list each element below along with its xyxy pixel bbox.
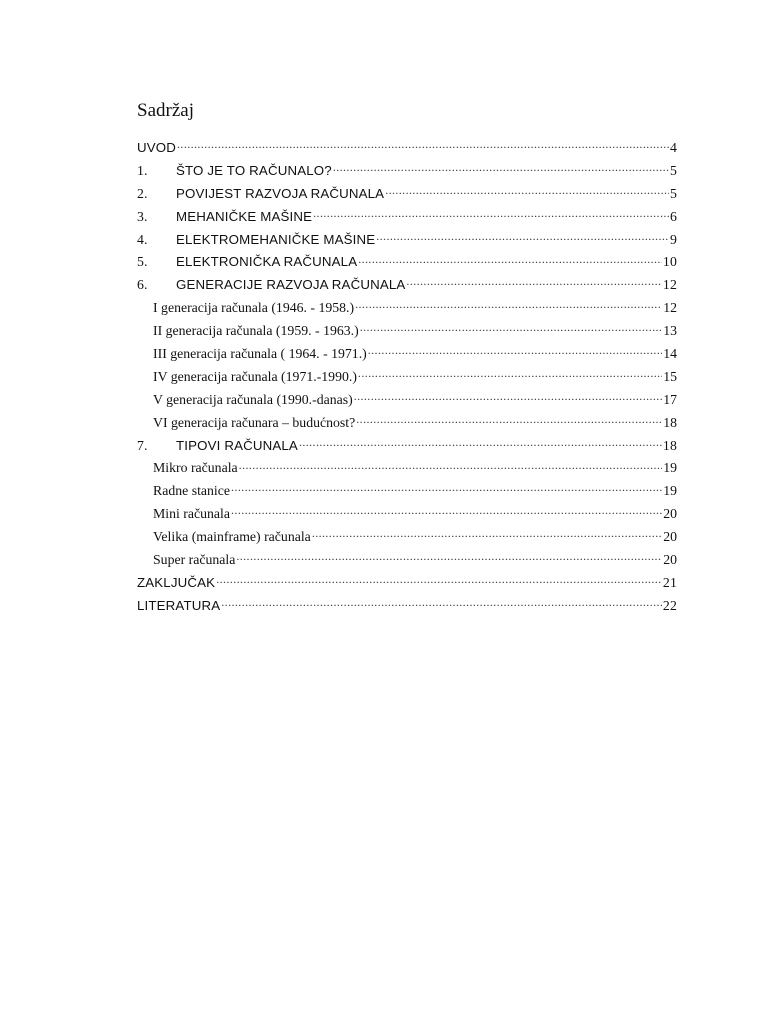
dot-leader [355,298,662,312]
dot-leader [239,458,663,472]
toc-entry-label: ELEKTRONIČKA RAČUNALA [176,254,358,270]
toc-entry-page: 6 [669,208,677,224]
toc-entry-label: I generacija računala (1946. - 1958.) [153,300,355,316]
toc-entry-page: 13 [663,323,677,339]
toc-entry[interactable] [137,389,677,412]
toc-entry[interactable] [137,251,677,274]
toc-entry-label: Mini računala [153,506,231,522]
toc-entry-label: UVOD [137,140,177,155]
toc-entry-page: 5 [669,162,677,178]
toc-entry-page: 19 [663,460,677,476]
toc-entry-label: III generacija računala ( 1964. - 1971.) [153,346,367,362]
toc-entry[interactable] [137,480,677,503]
toc-entry[interactable] [137,320,677,343]
toc-entry-page: 5 [669,185,677,201]
toc-entry-page: 17 [663,391,677,407]
toc-entry-label: MEHANIČKE MAŠINE [176,208,313,224]
dot-leader [231,504,662,518]
toc-entry-page: 4 [669,140,677,155]
toc-entry-label: ŠTO JE TO RAČUNALO? [176,162,332,178]
dot-leader [231,481,662,495]
toc-entry-label: GENERACIJE RAZVOJA RAČUNALA [176,277,406,293]
toc-entry[interactable] [137,503,677,526]
dot-leader [358,367,662,381]
dot-leader [299,436,662,450]
toc-entry-label: Velika (mainframe) računala [153,529,311,545]
toc-entry[interactable] [137,183,677,206]
toc-entry[interactable] [137,343,677,366]
toc-entry-number: 4. [137,231,148,247]
dot-leader [221,596,662,610]
toc-entry[interactable] [137,549,677,572]
toc-entry[interactable] [137,457,677,480]
toc-entry-page: 20 [663,506,677,522]
toc-entry[interactable] [137,206,677,229]
toc-entry-page: 20 [663,552,677,568]
dot-leader [356,413,662,427]
toc-entry-page: 21 [662,574,677,590]
toc-entry[interactable] [137,526,677,549]
dot-leader [312,527,662,541]
toc-entry-page: 22 [662,597,677,613]
toc-entry-label: Super računala [153,552,236,568]
toc-entry[interactable] [137,274,677,297]
toc-entry[interactable] [137,366,677,389]
toc-entry[interactable] [137,435,677,458]
toc-entry-label: TIPOVI RAČUNALA [176,437,298,453]
toc-entry-label: ZAKLJUČAK [137,574,216,590]
dot-leader [360,321,663,335]
table-of-contents [137,137,677,618]
toc-entry-page: 14 [663,346,677,362]
toc-entry-number: 7. [137,437,148,453]
toc-entry-number: 5. [137,254,148,270]
toc-entry-label: Mikro računala [153,460,238,476]
toc-entry-page: 10 [662,254,677,270]
dot-leader [333,161,669,175]
toc-entry[interactable] [137,160,677,183]
toc-entry-label: LITERATURA [137,597,221,613]
toc-entry[interactable] [137,412,677,435]
toc-entry-page: 18 [663,414,677,430]
toc-entry[interactable] [137,297,677,320]
toc-entry[interactable] [137,572,677,595]
toc-entry-number: 6. [137,277,148,293]
toc-entry-page: 12 [662,277,677,293]
dot-leader [313,207,669,221]
toc-entry-label: Radne stanice [153,483,231,499]
toc-entry-page: 19 [663,483,677,499]
toc-entry-number: 1. [137,162,148,178]
dot-leader [354,390,663,404]
toc-entry[interactable] [137,229,677,252]
toc-entry-page: 18 [662,437,677,453]
toc-entry[interactable] [137,137,677,160]
toc-entry-label: ELEKTROMEHANIČKE MAŠINE [176,231,376,247]
toc-entry-label: V generacija računala (1990.-danas) [153,391,353,407]
toc-entry[interactable] [137,595,677,618]
dot-leader [368,344,662,358]
toc-entry-label: POVIJEST RAZVOJA RAČUNALA [176,185,385,201]
dot-leader [376,230,669,244]
dot-leader [236,550,662,564]
toc-entry-label: II generacija računala (1959. - 1963.) [153,323,359,339]
toc-entry-page: 9 [669,231,677,247]
toc-entry-page: 20 [663,529,677,545]
toc-entry-page: 12 [663,300,677,316]
dot-leader [358,252,662,266]
toc-entry-number: 3. [137,208,148,224]
toc-title: Sadržaj [137,100,194,121]
dot-leader [216,573,662,587]
dot-leader [406,275,661,289]
dot-leader [385,184,669,198]
toc-entry-label: IV generacija računala (1971.-1990.) [153,368,357,384]
toc-entry-label: VI generacija računara – budućnost? [153,414,356,430]
toc-entry-page: 15 [663,368,677,384]
toc-entry-number: 2. [137,185,148,201]
dot-leader [177,138,669,152]
